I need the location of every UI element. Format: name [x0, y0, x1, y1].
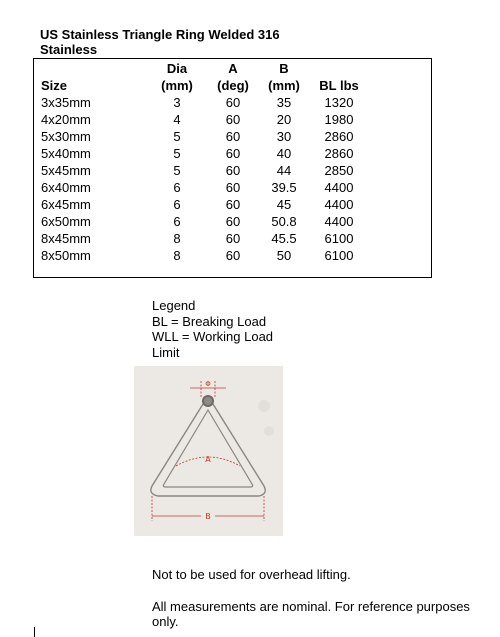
cell-bl: 6100 — [324, 231, 354, 246]
document-title: US Stainless Triangle Ring Welded 316 Stainless — [40, 27, 280, 57]
legend-heading: Legend — [152, 298, 196, 313]
header-b-unit: (mm) — [268, 78, 300, 93]
cell-angle: 60 — [225, 146, 241, 161]
cell-size: 5x45mm — [41, 163, 91, 178]
cell-bl: 1980 — [324, 112, 354, 127]
header-a-unit: (deg) — [217, 78, 249, 93]
cell-b: 50.8 — [271, 214, 297, 229]
cell-b: 44 — [276, 163, 292, 178]
table-row — [34, 128, 431, 145]
cell-b: 40 — [276, 146, 292, 161]
cell-angle: 60 — [225, 197, 241, 212]
cell-angle: 60 — [225, 214, 241, 229]
triangle-ring-diagram — [134, 366, 283, 536]
table-row — [34, 94, 431, 111]
cell-b: 30 — [276, 129, 292, 144]
cell-size: 6x45mm — [41, 197, 91, 212]
cell-angle: 60 — [225, 180, 241, 195]
cell-size: 5x30mm — [41, 129, 91, 144]
dia-label: Φ — [205, 380, 211, 388]
header-b-top: B — [279, 61, 289, 76]
cell-size: 3x35mm — [41, 95, 91, 110]
cell-dia: 6 — [173, 180, 181, 195]
cell-bl: 4400 — [324, 180, 354, 195]
header-breaking-load: BL lbs — [319, 78, 359, 93]
cell-size: 8x50mm — [41, 248, 91, 263]
cell-bl: 2860 — [324, 129, 354, 144]
cell-dia: 3 — [173, 95, 181, 110]
cell-bl: 6100 — [324, 248, 354, 263]
legend — [152, 298, 312, 360]
table-row — [34, 230, 431, 247]
dimension-b-label: B — [205, 512, 211, 521]
cell-dia: 8 — [173, 231, 181, 246]
cell-bl: 2860 — [324, 146, 354, 161]
legend-breaking-load: BL = Breaking Load — [152, 313, 267, 329]
table-row — [34, 145, 431, 162]
cell-dia: 5 — [173, 163, 181, 178]
cell-dia: 6 — [173, 197, 181, 212]
cell-dia: 6 — [173, 214, 181, 229]
overhead-warning: Not to be used for overhead lifting. — [152, 567, 351, 582]
header-a-top: A — [228, 61, 238, 76]
cell-size: 8x45mm — [41, 231, 91, 246]
table-row — [34, 196, 431, 213]
nominal-note: All measurements are nominal. For reference purposes only. — [152, 599, 470, 629]
cell-size: 4x20mm — [41, 112, 91, 127]
cell-dia: 5 — [173, 129, 181, 144]
cell-b: 50 — [276, 248, 292, 263]
cell-b: 45 — [276, 197, 292, 212]
cell-bl: 2850 — [324, 163, 354, 178]
cell-dia: 4 — [173, 112, 181, 127]
cell-angle: 60 — [225, 231, 241, 246]
cell-dia: 8 — [173, 248, 181, 263]
cell-bl: 4400 — [324, 214, 354, 229]
spec-table — [33, 58, 432, 278]
cell-angle: 60 — [225, 163, 241, 178]
cell-bl: 1320 — [324, 95, 354, 110]
cell-angle: 60 — [225, 112, 241, 127]
cell-bl: 4400 — [324, 197, 354, 212]
cell-b: 35 — [276, 95, 292, 110]
cell-size: 6x40mm — [41, 180, 91, 195]
cell-angle: 60 — [225, 248, 241, 263]
legend-working-load: WLL = Working Load — [152, 329, 274, 344]
table-row — [34, 213, 431, 230]
cell-angle: 60 — [225, 129, 241, 144]
cell-dia: 5 — [173, 146, 181, 161]
table-row — [34, 162, 431, 179]
table-row — [34, 247, 431, 264]
angle-a-label: A — [205, 455, 211, 464]
cell-size: 5x40mm — [41, 146, 91, 161]
cell-size: 6x50mm — [41, 214, 91, 229]
header-size: Size — [41, 78, 68, 93]
cell-b: 20 — [276, 112, 292, 127]
text-cursor — [34, 627, 35, 637]
header-dia-unit: (mm) — [161, 78, 193, 93]
header-dia-top: Dia — [166, 61, 188, 76]
cell-b: 39.5 — [271, 180, 297, 195]
cell-b: 45.5 — [271, 231, 297, 246]
legend-working-load-cont: Limit — [152, 344, 180, 360]
table-row — [34, 179, 431, 196]
table-row — [34, 111, 431, 128]
cell-angle: 60 — [225, 95, 241, 110]
